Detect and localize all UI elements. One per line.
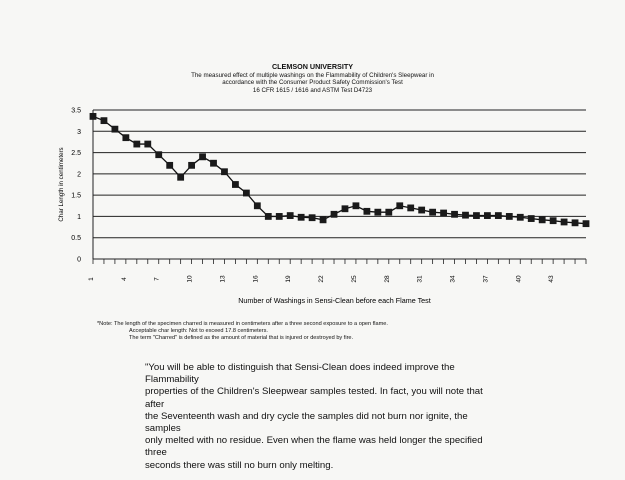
data-point (265, 213, 272, 220)
y-tick-label: 1 (77, 213, 81, 221)
data-point (396, 202, 403, 209)
series-line (93, 116, 586, 223)
data-point (561, 219, 568, 226)
data-point (90, 113, 97, 120)
x-tick-label: 31 (416, 275, 424, 283)
quote-line-2: properties of the Children's Sleepwear samples tested. In fact, you will note that after (145, 386, 483, 410)
quote-line-3: the Seventeenth wash and dry cycle the samples did not burn nor ignite, the samples (145, 410, 468, 435)
data-point (363, 208, 370, 215)
x-tick-label: 37 (482, 275, 490, 283)
data-point (188, 162, 195, 169)
data-point (495, 212, 502, 219)
data-point (243, 190, 250, 197)
data-point (440, 210, 447, 217)
chart-subtitle-line-2: accordance with the Consumer Product Safety Commission's Test (222, 79, 403, 87)
x-tick-label: 40 (515, 275, 523, 283)
note-line-1: *Note: The length of the specimen charred is measured in centimeters after a three second exposure to a open flame. (97, 321, 388, 327)
x-tick-label: 1 (88, 277, 95, 281)
x-tick-label: 43 (548, 275, 556, 283)
y-tick-label: 1.5 (71, 192, 81, 200)
x-tick-label: 4 (120, 277, 128, 281)
note-line-3: The term "Charred" is defined as the amount of material that is injured or destroyed by fire. (129, 335, 354, 342)
x-tick-label: 19 (285, 275, 293, 283)
chart-title: CLEMSON UNIVERSITY (271, 62, 354, 71)
data-point (528, 215, 535, 222)
quote-line-5: seconds there was still no burn only melting. (145, 459, 334, 471)
data-point (232, 181, 239, 188)
data-point (484, 212, 491, 219)
x-tick-label: 13 (219, 275, 227, 283)
data-point (407, 205, 414, 212)
y-tick-label: 3.5 (71, 107, 81, 115)
data-point (331, 211, 338, 218)
data-point (539, 216, 546, 223)
data-point (133, 141, 140, 148)
data-point (101, 117, 108, 124)
data-point (342, 205, 349, 212)
data-point (298, 214, 305, 221)
data-point (429, 209, 436, 216)
data-point (287, 212, 294, 219)
x-tick-label: 16 (252, 275, 260, 283)
data-point (210, 160, 217, 167)
x-tick-label: 34 (449, 275, 457, 283)
x-tick-label: 10 (186, 275, 194, 283)
data-point (199, 153, 206, 160)
quote-line-4: only melted with no residue. Even when the flame was held longer the specified three (145, 435, 483, 459)
data-point (550, 217, 557, 224)
data-point (572, 219, 579, 226)
x-tick-label: 28 (383, 275, 391, 283)
data-point (517, 214, 524, 221)
data-point (506, 213, 513, 220)
y-tick-label: 2.5 (71, 150, 81, 158)
data-point (309, 214, 316, 221)
chart-notes (97, 321, 388, 343)
y-tick-label: 0 (77, 256, 81, 264)
x-tick-label: 22 (318, 275, 326, 283)
quote-line-1: "You will be able to distinguish that Sensi-Clean does indeed improve the Flammability (145, 362, 455, 386)
x-axis-label: Number of Washings in Sensi-Clean before each Flame Test (238, 296, 431, 305)
data-point (451, 211, 458, 218)
x-tick-label: 7 (153, 277, 161, 281)
data-point (462, 212, 469, 219)
data-point (374, 209, 381, 216)
data-point (385, 209, 392, 216)
data-point (112, 126, 119, 133)
note-line-2: Acceptable char length: Not to exceed 17.8 centimeters. (129, 328, 268, 335)
x-tick-label: 25 (350, 275, 358, 283)
data-point (276, 213, 283, 220)
data-point (320, 216, 327, 223)
data-point (166, 162, 173, 169)
data-point (418, 207, 425, 214)
y-tick-label: 3 (77, 128, 81, 136)
data-point (177, 174, 184, 181)
data-point (353, 202, 360, 209)
y-axis-label: Char Length in centimeters (58, 147, 65, 222)
chart-subtitle-line-3: 16 CFR 1615 / 1616 and ASTM Test D4723 (252, 86, 373, 94)
data-point (473, 212, 480, 219)
chart-subtitle-line-1: The measured effect of multiple washings on the Flammability of Children's Sleepwear in (191, 71, 434, 79)
data-point (221, 168, 228, 175)
data-point (122, 134, 129, 141)
data-point (155, 151, 162, 158)
y-tick-label: 2 (77, 171, 81, 179)
y-tick-label: 0.5 (71, 235, 81, 243)
data-point (254, 202, 261, 209)
testimonial-quote (145, 362, 485, 472)
data-point (583, 220, 590, 227)
data-point (144, 141, 151, 148)
